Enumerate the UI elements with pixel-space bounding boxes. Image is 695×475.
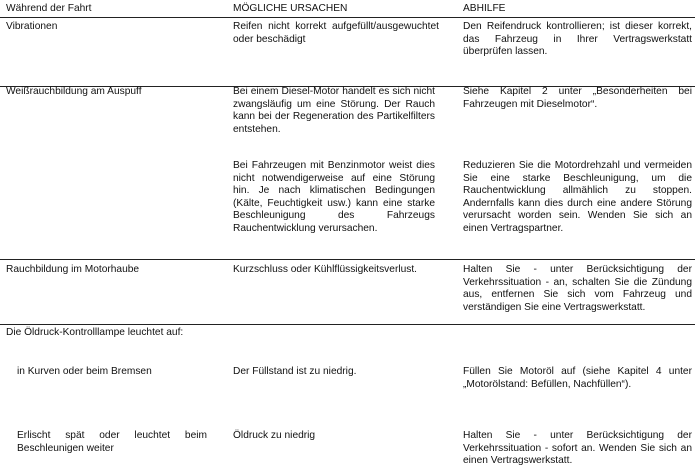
oil-item-1-remedy: Füllen Sie Motoröl auf (siehe Kapitel 4 unter „Motorölstand: Befüllen, Nachfüllen“). <box>463 366 692 390</box>
row-4-cause: Kurzschluss oder Kühlflüssigkeitsverlust. <box>233 264 418 275</box>
oil-item-2-cause: Öldruck zu niedrig <box>233 430 316 441</box>
row-4-remedy: Halten Sie - unter Berücksichtigung der Verkehrssituation - an, schalten Sie die Zündung aus, entfernen Sie sich vom Fahrzeug und verständigen Sie eine Vertragswerkstatt. <box>463 264 692 313</box>
header-col-3: ABHILFE <box>463 3 506 14</box>
row-3-cause: Bei Fahrzeugen mit Benzinmotor weist dies nicht notwendigerweise auf eine Störung hin. Je nach klimatischen Bedingungen (Kälte, Feuchtigkeit usw.) kann eine starke Beschleunigung des Fahrzeugs Rauchentwicklung verursachen. <box>233 160 435 234</box>
row-1-remedy: Den Reifendruck kontrollieren; ist dieser korrekt, das Fahrzeug in Ihrer Vertragswerkstatt überprüfen lassen. <box>463 21 692 58</box>
oil-section-title: Die Öldruck-Kontrolllampe leuchtet auf: <box>6 327 184 338</box>
oil-item-1-cause: Der Füllstand ist zu niedrig. <box>233 366 357 377</box>
oil-item-2-remedy: Halten Sie - unter Berücksichtigung der Verkehrssituation - sofort an. Wenden Sie sich an einen Vertragswerkstatt. <box>463 430 692 467</box>
row-2-remedy: Siehe Kapitel 2 unter „Besonderheiten bei Fahrzeugen mit Dieselmotor“. <box>463 86 692 110</box>
header-col-1: Während der Fahrt <box>6 3 92 14</box>
oil-item-2-condition: Erlischt spät oder leuchtet beim Beschleunigen weiter <box>17 430 207 454</box>
header-col-2: MÖGLICHE URSACHEN <box>233 3 348 14</box>
row-divider-3 <box>0 324 695 325</box>
oil-item-1-condition: in Kurven oder beim Bremsen <box>17 366 152 377</box>
row-3-remedy: Reduzieren Sie die Motordrehzahl und vermeiden Sie eine starke Beschleunigung, um die Rauchentwicklung allmählich zu stoppen. Andernfalls kann dies durch eine andere Störung verursacht worden sein. Wenden Sie sich an einen Vertragspartner. <box>463 160 692 234</box>
row-2-cause: Bei einem Diesel-Motor handelt es sich nicht zwangsläufig um eine Störung. Der Rauch kann bei der Regeneration des Partikelfilters entstehen. <box>233 86 435 135</box>
header-divider <box>0 17 695 18</box>
row-divider-2 <box>0 259 695 260</box>
row-1-condition: Vibrationen <box>6 21 58 32</box>
row-4-condition: Rauchbildung im Motorhaube <box>6 264 140 275</box>
row-1-cause: Reifen nicht korrekt aufgefüllt/ausgewuchtet oder beschädigt <box>233 21 439 45</box>
row-2-condition: Weißrauchbildung am Auspuff <box>6 86 142 97</box>
